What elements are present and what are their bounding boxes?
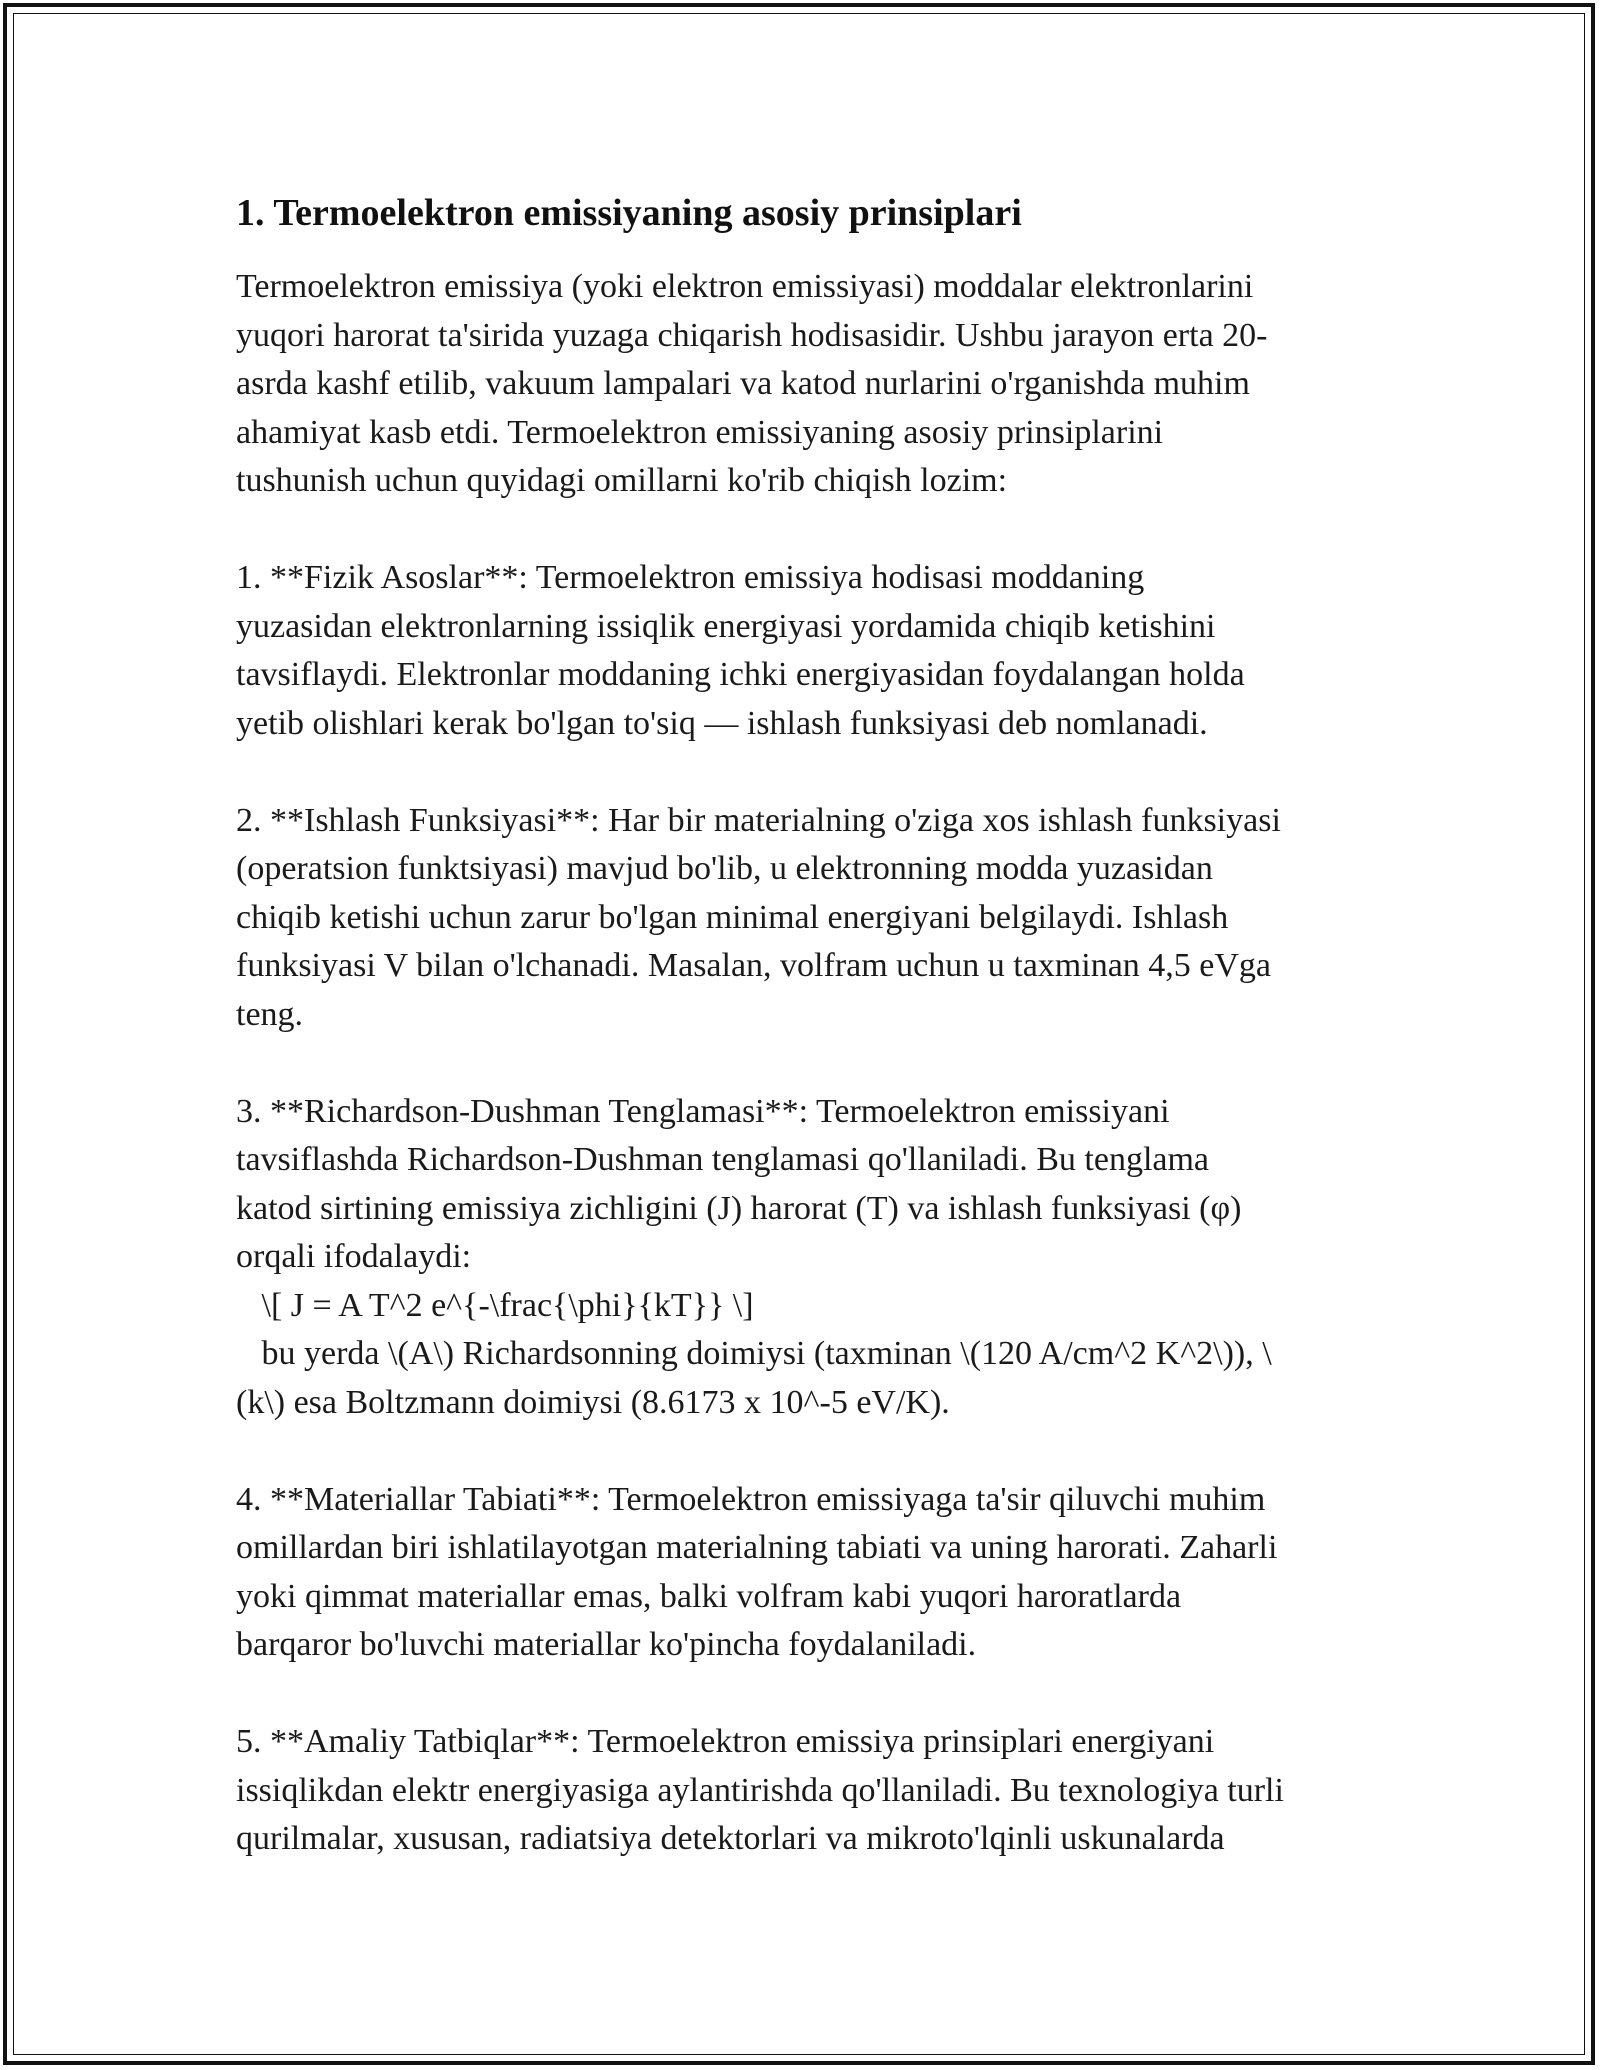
text-line: barqaror bo'luvchi materiallar ko'pincha foydalaniladi.	[236, 1626, 977, 1663]
text-line: Termoelektron emissiya (yoki elektron emissiyasi) moddalar elektronlarini	[236, 268, 1254, 305]
text-line: katod sirtining emissiya zichligini (J) harorat (T) va ishlash funksiyasi (φ)	[236, 1189, 1242, 1227]
text-line: bu yerda \(A\) Richardsonning doimiysi (taxminan \(120 A/cm^2 K^2\)), \	[236, 1335, 1272, 1372]
paragraph-block	[236, 263, 1376, 1864]
text-line: orqali ifodalaydi:	[236, 1238, 472, 1275]
section-heading: 1. Termoelektron emissiyaning asosiy prinsiplari	[236, 192, 1022, 234]
text-line: 1. **Fizik Asoslar**: Termoelektron emissiya hodisasi moddaning	[236, 559, 1145, 596]
text-line: tushunish uchun quyidagi omillarni ko'rib chiqish lozim:	[236, 462, 1008, 499]
text-line: tavsiflaydi. Elektronlar moddaning ichki energiyasidan foydalangan holda	[236, 656, 1245, 693]
text-line: 2. **Ishlash Funksiyasi**: Har bir materialning o'ziga xos ishlash funksiyasi	[236, 801, 1281, 839]
text-line: yuqori harorat ta'sirida yuzaga chiqarish hodisasidir. Ushbu jarayon erta 20-	[236, 316, 1268, 354]
text-line: chiqib ketishi uchun zarur bo'lgan minimal energiyani belgilaydi. Ishlash	[236, 898, 1229, 936]
text-line: (operatsion funktsiyasi) mavjud bo'lib, u elektronning modda yuzasidan	[236, 850, 1213, 887]
text-line: (k\) esa Boltzmann doimiysi (8.6173 x 10^-5 eV/K).	[236, 1383, 950, 1421]
text-line	[236, 1039, 1376, 1088]
text-line: asrda kashf etilib, vakuum lampalari va katod nurlarini o'rganishda muhim	[236, 365, 1250, 402]
text-line: funksiyasi V bilan o'lchanadi. Masalan, volfram uchun u taxminan 4,5 eVga	[236, 947, 1272, 984]
text-line: issiqlikdan elektr energiyasiga aylantirishda qo'llaniladi. Bu texnologiya turli	[236, 1771, 1284, 1809]
text-line: qurilmalar, xususan, radiatsiya detektorlari va mikroto'lqinli uskunalarda	[236, 1820, 1225, 1857]
text-line: 4. **Materiallar Tabiati**: Termoelektron emissiyaga ta'sir qiluvchi muhim	[236, 1480, 1266, 1518]
text-line: teng.	[236, 995, 304, 1033]
text-line	[236, 748, 1376, 797]
text-line: ahamiyat kasb etdi. Termoelektron emissiyaning asosiy prinsiplarini	[236, 413, 1164, 451]
text-line: yuzasidan elektronlarning issiqlik energiyasi yordamida chiqib ketishini	[236, 607, 1216, 645]
text-line: 3. **Richardson-Dushman Tenglamasi**: Termoelektron emissiyani	[236, 1092, 1170, 1130]
text-line: tavsiflashda Richardson-Dushman tenglamasi qo'llaniladi. Bu tenglama	[236, 1141, 1210, 1178]
text-line: yoki qimmat materiallar emas, balki volfram kabi yuqori haroratlarda	[236, 1577, 1182, 1615]
text-line: yetib olishlari kerak bo'lgan to'siq — ishlash funksiyasi deb nomlanadi.	[236, 704, 1208, 742]
document-body	[236, 185, 1376, 1864]
text-line: 5. **Amaliy Tatbiqlar**: Termoelektron emissiya prinsiplari energiyani	[236, 1723, 1215, 1760]
text-line: omillardan biri ishlatilayotgan materialning tabiati va uning harorati. Zaharli	[236, 1529, 1278, 1566]
text-line	[236, 506, 1376, 555]
text-line	[236, 1427, 1376, 1476]
text-line: \[ J = A T^2 e^{-\frac{\phi}{kT}} \]	[236, 1286, 754, 1324]
text-line	[236, 1670, 1376, 1719]
